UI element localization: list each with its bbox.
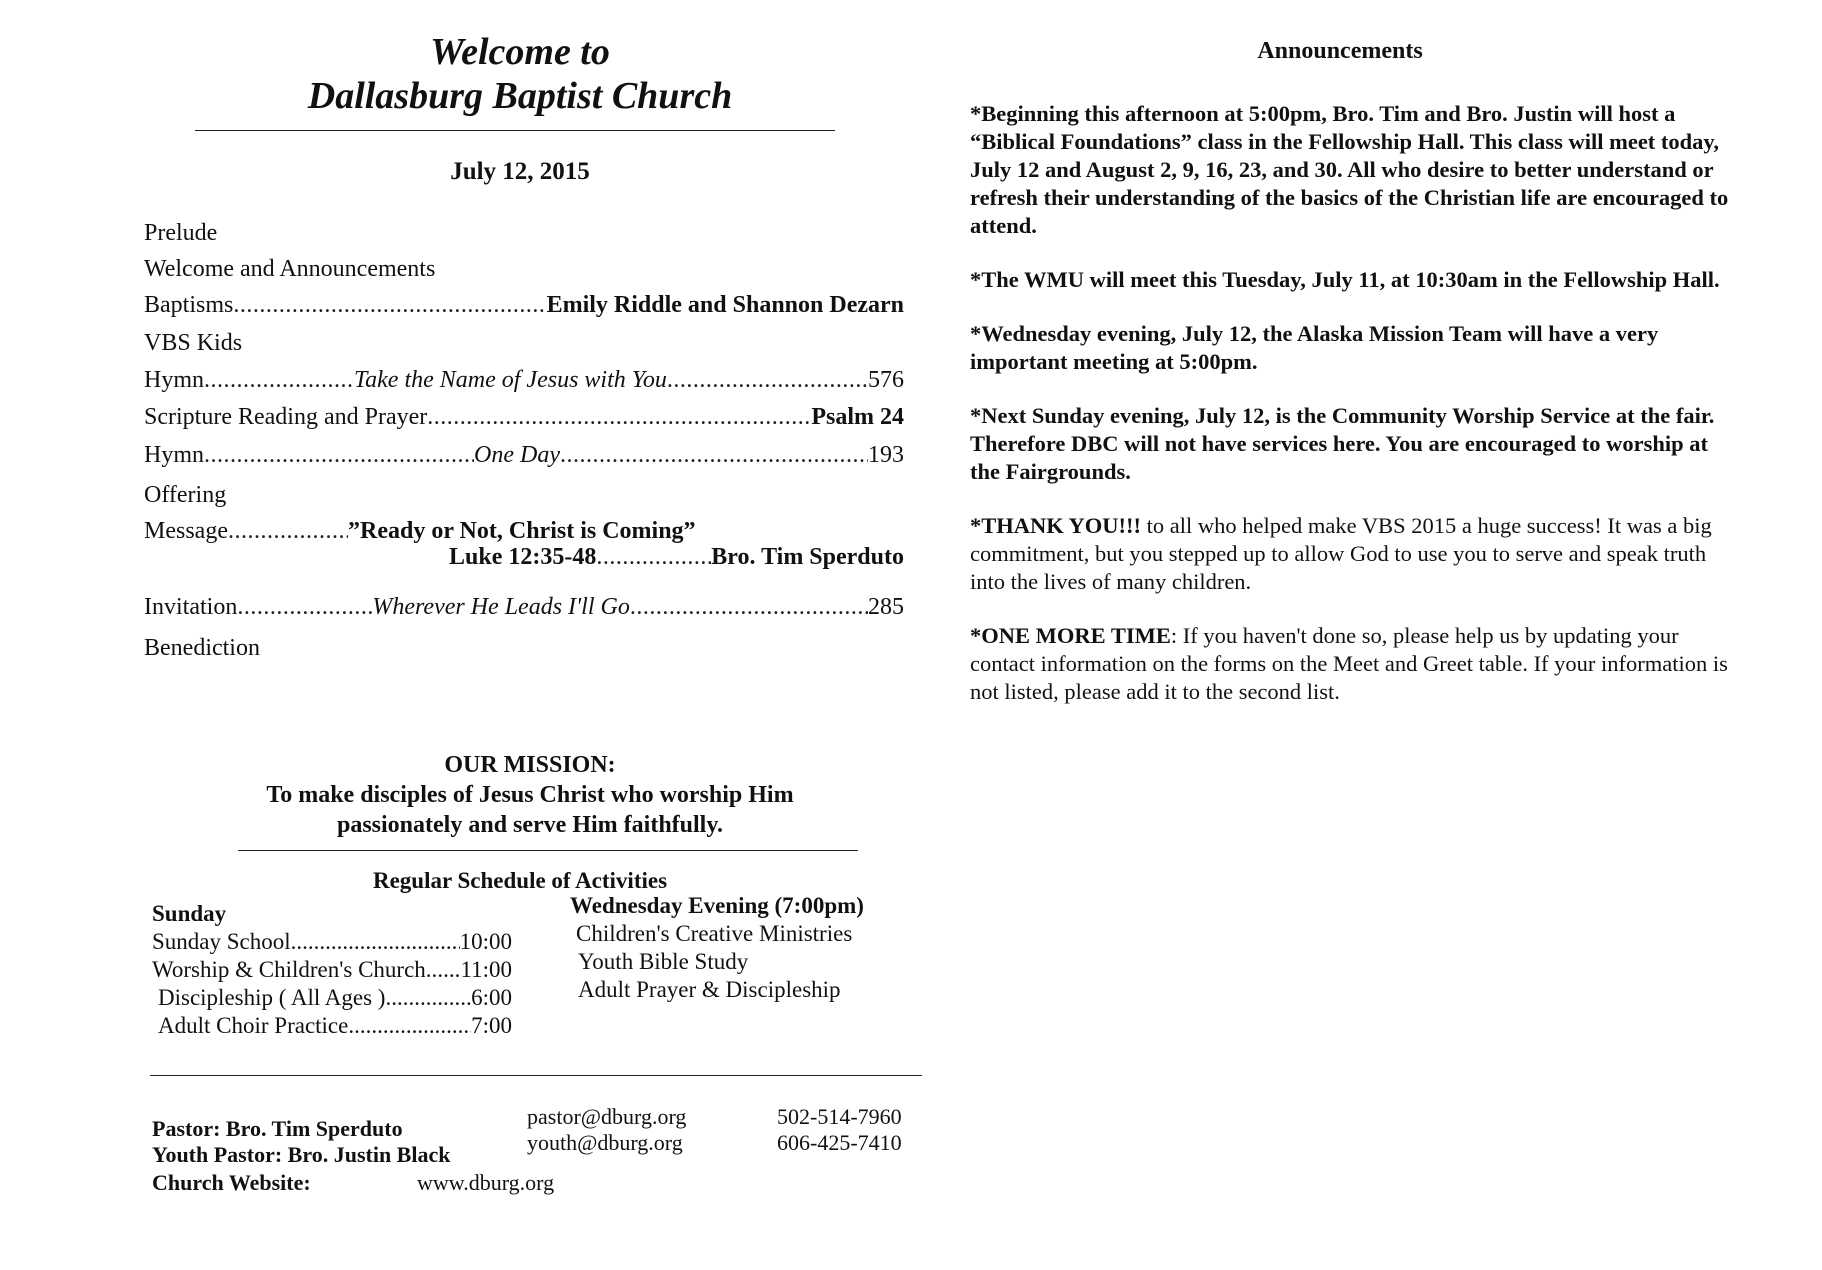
program-item-message: Message ..... ”Ready or Not, Christ is Coming” [144,518,704,550]
contact-row-website: Church Website: www.dburg.org [152,1170,555,1195]
service-date: July 12, 2015 [450,158,590,185]
schedule-row: Worship & Children's Church.. ..... 11:00 [152,956,512,984]
schedule-row: Discipleship ( All Ages ) ..... 6:00 [152,984,512,1012]
sunday-heading: Sunday [152,901,227,926]
program-item-vbs-kids: VBS Kids [144,330,243,356]
schedule-row: Adult Prayer & Discipleship [578,977,841,1002]
leader-dots [596,544,711,571]
leader-dots [204,367,354,394]
youth-email-link[interactable]: youth@dburg.org [527,1130,683,1155]
schedule-row: Youth Bible Study [578,949,749,974]
program-item-invitation: Invitation ..... Wherever He Leads I'll Go ..... 285 [144,594,904,626]
leader-dots [560,442,868,469]
wednesday-heading: Wednesday Evening (7:00pm) [570,893,864,918]
leader-dots [437,956,460,984]
bulletin-title [160,30,880,118]
order-of-service-column [140,30,920,1195]
announcement-item: *Wednesday evening, July 12, the Alaska Mission Team will have a very important meeting at 5:00pm. [970,321,1659,374]
leader-dots [630,594,868,621]
announcements-column [970,100,1730,732]
mission-statement [200,750,860,840]
announcement-item: *THANK YOU!!! to all who helped make VBS 2015 a huge success! It was a big commitment, but you stepped up to allow God to use you to serve and speak truth into the lives of many children. [970,513,1712,594]
website-link[interactable]: www.dburg.org [417,1170,555,1195]
program-item-hymn-2: Hymn ..... One Day ..... 193 [144,442,904,474]
program-item-baptisms: Baptisms ..... Emily Riddle and Shannon Dezarn [144,292,904,324]
title-divider [195,130,835,131]
schedule-row: Sunday School ..... 10:00 [152,928,512,956]
program-item-offering: Offering [144,482,227,508]
leader-dots [667,367,868,394]
leader-dots [204,442,474,469]
wednesday-schedule [570,892,910,1004]
leader-dots [237,594,372,621]
pastor-email-link[interactable]: pastor@dburg.org [527,1104,687,1129]
schedule-row: Children's Creative Ministries [576,921,853,946]
announcement-item: *Beginning this afternoon at 5:00pm, Bro. Tim and Bro. Justin will host a “Biblical Foundations” class in the Fellowship Hall. This class will meet today, July 12 and August 2, 9, 16, 23, and 30. All who desire to better understand or refresh their understanding of the basics of the Christian life are encouraged to attend. [970,101,1729,238]
announcement-item: *The WMU will meet this Tuesday, July 11, at 10:30am in the Fellowship Hall. [970,267,1720,292]
title-line-1: Welcome to [430,31,610,73]
title-line-2: Dallasburg Baptist Church [307,75,733,117]
mission-divider [238,850,858,851]
announcement-item: *Next Sunday evening, July 12, is the Community Worship Service at the fair. Therefore DBC will not have services here. You are encouraged to worship at the Fairgrounds. [970,403,1715,484]
contact-row-pastor: Pastor: Bro. Tim Sperduto pastor@dburg.org 502-514-7960 [152,1104,902,1141]
schedule-divider [150,1075,922,1076]
leader-dots [427,404,811,431]
mission-line-2: passionately and serve Him faithfully. [336,812,724,838]
program-item-welcome: Welcome and Announcements [144,256,436,282]
leader-dots [291,928,460,956]
mission-line-1: To make disciples of Jesus Christ who worship Him [266,782,794,808]
program-item-message-ref: Luke 12:35-48 ..... Bro. Tim Sperduto [449,544,904,576]
schedule-row: Adult Choir Practice ..... 7:00 [152,1012,512,1040]
contact-row-youth-pastor: Youth Pastor: Bro. Justin Black youth@dburg.org 606-425-7410 [152,1130,902,1167]
program-item-scripture: Scripture Reading and Prayer ..... Psalm 24 [144,404,904,436]
leader-dots [228,518,348,545]
leader-dots [233,292,546,319]
leader-dots [385,984,471,1012]
program-item-hymn-1: Hymn ..... Take the Name of Jesus with You ..... 576 [144,367,904,399]
sunday-schedule [152,900,512,1040]
announcements-title: Announcements [1257,38,1423,64]
leader-dots [348,1012,471,1040]
program-item-benediction: Benediction [144,635,260,661]
program-item-prelude: Prelude [144,220,218,246]
mission-heading: OUR MISSION: [444,752,616,778]
schedule-title: Regular Schedule of Activities [372,868,668,893]
announcement-item: *ONE MORE TIME: If you haven't done so, please help us by updating your contact information on the forms on the Meet and Greet table. If your information is not listed, please add it to the second list. [970,623,1728,704]
